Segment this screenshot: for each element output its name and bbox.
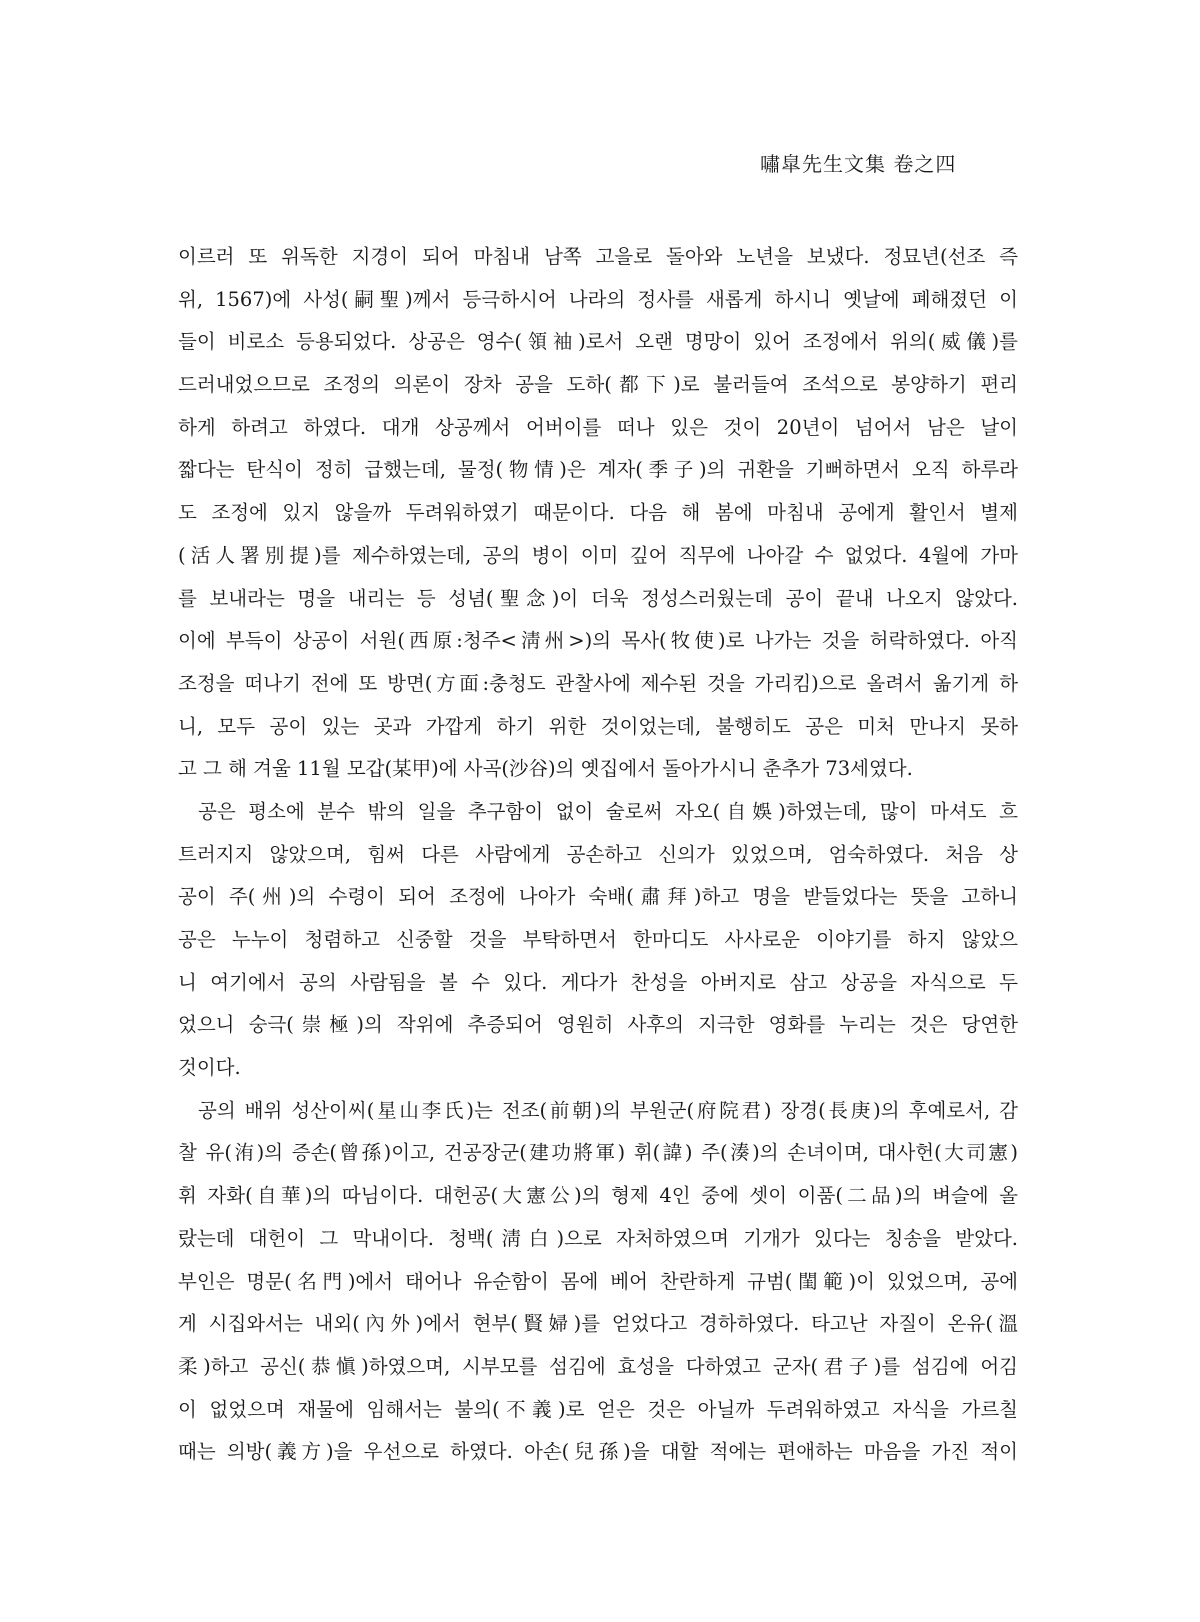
text-line: 조정을 떠나기 전에 또 방면(方面:충청도 관찰사에 제수된 것을 가리킴)으로 올려서 옮기게 하 [178, 671, 1018, 695]
paragraph-end-line: 것이다. [178, 1056, 241, 1080]
text-line: 를 보내라는 명을 내리는 등 성념(聖念)이 더욱 정성스러웠는데 공이 끝내 나오지 않았다. [178, 586, 1018, 610]
text-line: 때는 의방(義方)을 우선으로 하였다. 아손(兒孫)을 대할 적에는 편애하는 마음을 가진 적이 [178, 1440, 1018, 1464]
text-line: 공이 주(州)의 수령이 되어 조정에 나아가 숙배(肅拜)하고 명을 받들었다는 뜻을 고하니 [178, 885, 1018, 909]
text-line: 드러내었으므로 조정의 의론이 장차 공을 도하(都下)로 불러들여 조석으로 봉양하기 편리 [178, 373, 1018, 397]
text-line: 휘 자화(自華)의 따님이다. 대헌공(大憲公)의 형제 4인 중에 셋이 이품(二品)의 벼슬에 올 [178, 1184, 1018, 1208]
text-line: 이에 부득이 상공이 서원(西原:청주<淸州>)의 목사(牧使)로 나가는 것을 허락하였다. 아직 [178, 629, 1018, 653]
text-line: 었으니 숭극(崇極)의 작위에 추증되어 영원히 사후의 지극한 영화를 누리는 것은 당연한 [178, 1013, 1018, 1037]
text-line: (活人署別提)를 제수하였는데, 공의 병이 이미 깊어 직무에 나아갈 수 없었다. 4월에 가마 [178, 543, 1018, 567]
text-line: 찰 유(洧)의 증손(曾孫)이고, 건공장군(建功將軍) 휘(諱) 주(湊)의 손녀이며, 대사헌(大司憲) [178, 1141, 1018, 1165]
text-line: 트러지지 않았으며, 힘써 다른 사람에게 공손하고 신의가 있었으며, 엄숙하였다. 처음 상 [178, 842, 1018, 866]
text-line: 짧다는 탄식이 정히 급했는데, 물정(物情)은 계자(季子)의 귀환을 기뻐하면서 오직 하루라 [178, 458, 1018, 482]
running-header: 嘯皐先生文集 卷之四 [760, 152, 957, 176]
body-text [178, 236, 1018, 1474]
text-line: 위, 1567)에 사성(嗣聖)께서 등극하시어 나라의 정사를 새롭게 하시니 옛날에 폐해졌던 이 [178, 287, 1018, 311]
text-line: 도 조정에 있지 않을까 두려워하였기 때문이다. 다음 해 봄에 마침내 공에게 활인서 별제 [178, 501, 1018, 525]
paragraph-end-line: 고 그 해 겨울 11월 모갑(某甲)에 사곡(沙谷)의 옛집에서 돌아가시니 춘추가 73세였다. [178, 757, 913, 781]
text-line: 柔)하고 공신(恭愼)하였으며, 시부모를 섬김에 효성을 다하였고 군자(君子)를 섬김에 어김 [178, 1354, 1018, 1378]
text-line: 니, 모두 공이 있는 곳과 가깝게 하기 위한 것이었는데, 불행히도 공은 미처 만나지 못하 [178, 714, 1018, 738]
text-line: 니 여기에서 공의 사람됨을 볼 수 있다. 게다가 찬성을 아버지로 삼고 상공을 자식으로 두 [178, 970, 1018, 994]
text-line: 이 없었으며 재물에 임해서는 불의(不義)로 얻은 것은 아닐까 두려워하였고 자식을 가르칠 [178, 1397, 1018, 1421]
text-line: 부인은 명문(名門)에서 태어나 유순함이 몸에 베어 찬란하게 규범(閨範)이 있었으며, 공에 [178, 1269, 1018, 1293]
text-line: 이르러 또 위독한 지경이 되어 마침내 남쪽 고을로 돌아와 노년을 보냈다. 정묘년(선조 즉 [178, 245, 1018, 268]
text-line: 게 시집와서는 내외(內外)에서 현부(賢婦)를 얻었다고 경하하였다. 타고난 자질이 온유(溫 [178, 1312, 1018, 1336]
text-line: 공은 누누이 청렴하고 신중할 것을 부탁하면서 한마디도 사사로운 이야기를 하지 않았으 [178, 928, 1018, 951]
text-line: 하게 하려고 하였다. 대개 상공께서 어버이를 떠나 있은 것이 20년이 넘어서 남은 날이 [178, 415, 1018, 439]
text-line: 들이 비로소 등용되었다. 상공은 영수(領袖)로서 오랜 명망이 있어 조정에서 위의(威儀)를 [178, 330, 1018, 354]
text-line: 랐는데 대헌이 그 막내이다. 청백(淸白)으로 자처하였으며 기개가 있다는 칭송을 받았다. [178, 1226, 1018, 1250]
paragraph-start-line: 공은 평소에 분수 밖의 일을 추구함이 없이 술로써 자오(自娛)하였는데, 많이 마셔도 흐 [198, 799, 1018, 823]
paragraph-start-line: 공의 배위 성산이씨(星山李氏)는 전조(前朝)의 부원군(府院君) 장경(長庚)의 후예로서, 감 [198, 1098, 1018, 1122]
